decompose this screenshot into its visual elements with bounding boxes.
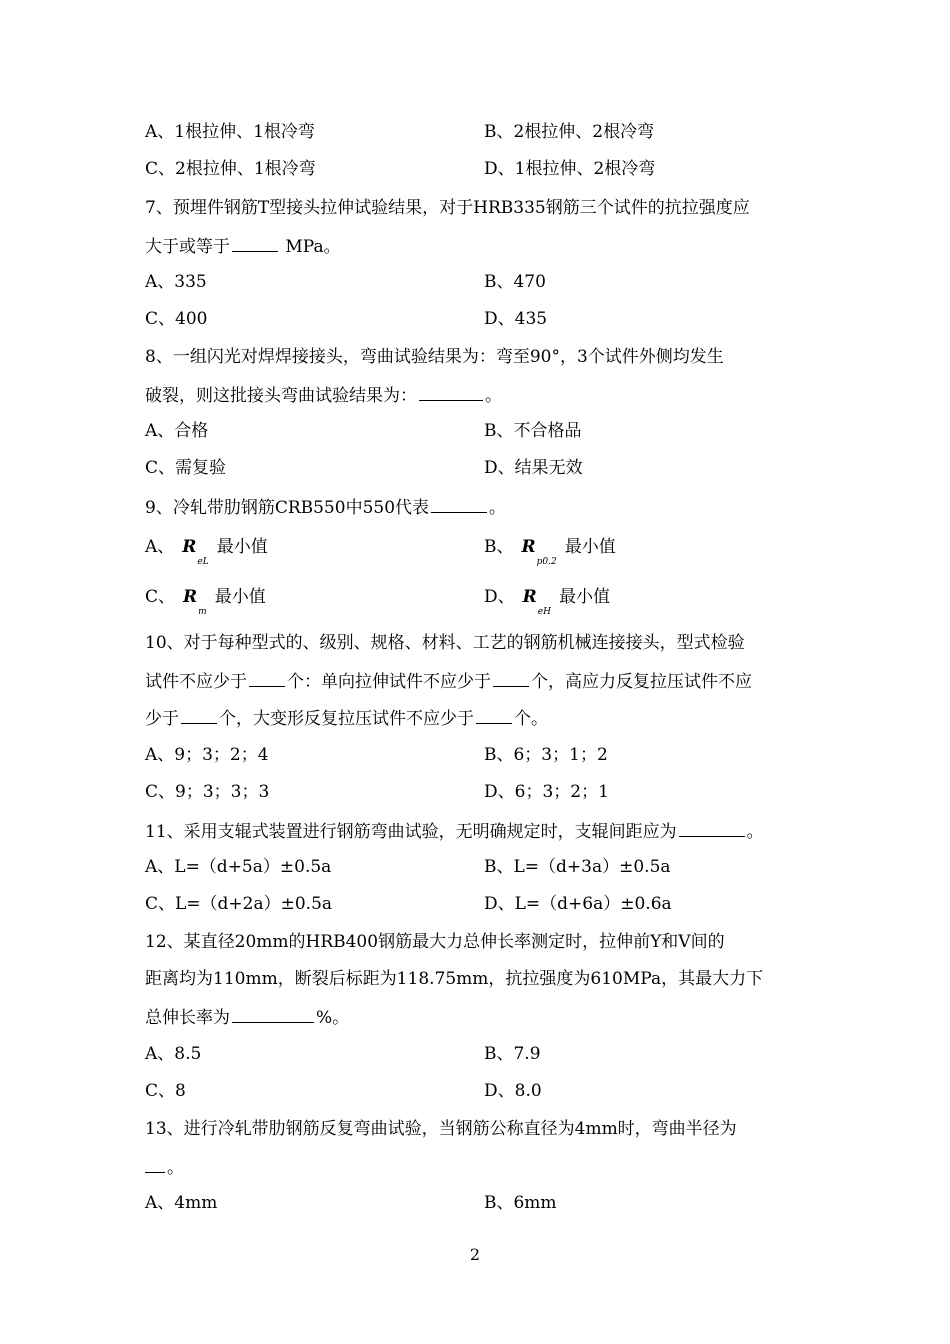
q10-option-b: B、6；3；1；2 [484,745,608,765]
q9-option-b-label: B、 [484,537,514,557]
q11-answer-blank [679,818,745,837]
q12-option-c: C、8 [145,1081,186,1101]
q9-option-c-text: 最小值 [214,587,266,607]
q10-answer-blank-4 [476,705,512,724]
q13-stem-line1: 13、进行冷轧带肋钢筋反复弯曲试验，当钢筋公称直径为4mm时，弯曲半径为 [145,1119,737,1139]
q10-answer-blank-2 [493,668,529,687]
q8-answer-blank [419,382,483,401]
q9-answer-blank [431,494,487,513]
q10-stem-text-c: 个，高应力反复拉压试件不应 [531,672,752,692]
q11-stem-text: 11、采用支辊式装置进行钢筋弯曲试验，无明确规定时，支辊间距应为 [145,822,677,842]
q10-stem-text-e: 个，大变形反复拉压试件不应少于 [219,709,474,729]
q12-answer-blank [232,1004,314,1023]
q10-stem-text-b: 个：单向拉伸试件不应少于 [287,672,491,692]
q10-stem-line3 [145,705,810,731]
q9-option-c-label: C、 [145,587,176,607]
q8-stem-line1: 8、一组闪光对焊焊接接头，弯曲试验结果为：弯至90°，3个试件外侧均发生 [145,347,724,367]
q10-option-a: A、9；3；2；4 [145,745,269,765]
q9-option-d-text: 最小值 [558,587,610,607]
q13-answer-blank [145,1154,165,1173]
q9-option-b [484,535,616,567]
q11-option-a: A、L=（d+5a）±0.5a [145,857,332,877]
q9-option-c-subscript: m [198,607,207,617]
q12-option-b: B、7.9 [484,1044,541,1064]
q12-option-a: A、8.5 [145,1044,202,1064]
q10-option-c: C、9；3；3；3 [145,782,270,802]
q9-stem-line1 [145,494,810,520]
q10-stem-text-f: 个。 [514,709,548,729]
q7-option-c: C、400 [145,309,208,329]
q7-option-a: A、335 [145,272,207,292]
q10-stem-line2 [145,668,810,694]
q9-option-c-symbol: R [183,587,198,607]
q9-option-a [145,535,268,567]
q9-option-a-symbol: R [182,537,197,557]
q10-stem-text-a: 试件不应少于 [145,672,247,692]
q8-option-a: A、合格 [145,421,209,441]
q7-option-d: D、435 [484,309,548,329]
q12-option-d: D、8.0 [484,1081,542,1101]
q11-option-d: D、L=（d+6a）±0.6a [484,894,672,914]
q7-stem-text: 大于或等于 [145,237,230,257]
q7-stem-unit: MPa。 [280,237,341,257]
q9-option-d-subscript: eH [537,607,551,617]
q11-option-b: B、L=（d+3a）±0.5a [484,857,671,877]
q7-stem-line2 [145,233,810,259]
q9-option-a-label: A、 [145,537,175,557]
q12-stem-line2: 距离均为110mm，断裂后标距为118.75mm，抗拉强度为610MPa，其最大力下 [145,969,764,989]
q9-stem-end: 。 [489,498,507,518]
q9-option-d-symbol: R [522,587,537,607]
q10-answer-blank-3 [181,705,217,724]
q9-option-d [484,585,610,617]
q9-option-b-subscript: p0.2 [536,557,557,567]
q12-stem-text: 总伸长率为 [145,1008,230,1028]
q6-option-a: A、1根拉伸、1根冷弯 [145,122,315,142]
q12-stem-end: %。 [316,1008,350,1028]
q8-option-c: C、需复验 [145,458,227,478]
q9-option-b-symbol: R [521,537,536,557]
q6-option-c: C、2根拉伸、1根冷弯 [145,159,316,179]
q13-option-a: A、4mm [145,1193,218,1213]
q9-option-a-subscript: eL [197,557,209,567]
page-number: 2 [469,1245,481,1264]
q10-option-d: D、6；3；2；1 [484,782,609,802]
q9-option-a-text: 最小值 [216,537,268,557]
q6-option-d: D、1根拉伸、2根冷弯 [484,159,656,179]
q9-stem-text: 9、冷轧带肋钢筋CRB550中550代表 [145,498,430,518]
q11-stem-line1 [145,818,810,844]
q12-stem-line3 [145,1004,810,1030]
q9-option-b-text: 最小值 [564,537,616,557]
q13-stem-line2 [145,1154,810,1180]
q11-stem-end: 。 [746,822,764,842]
q9-option-c [145,585,266,617]
q9-option-d-label: D、 [484,587,515,607]
q10-answer-blank-1 [249,668,285,687]
q12-stem-line1: 12、某直径20mm的HRB400钢筋最大力总伸长率测定时，拉伸前Y和V间的 [145,932,725,952]
q8-stem-line2 [145,382,810,408]
q13-stem-end: 。 [167,1158,184,1178]
q6-option-b: B、2根拉伸、2根冷弯 [484,122,655,142]
q8-option-b: B、不合格品 [484,421,582,441]
q8-stem-text: 破裂，则这批接头弯曲试验结果为： [145,386,417,406]
q7-stem-line1: 7、预埋件钢筋T型接头拉伸试验结果，对于HRB335钢筋三个试件的抗拉强度应 [145,198,750,218]
q8-option-d: D、结果无效 [484,458,583,478]
q7-answer-blank [232,233,278,252]
q10-stem-line1: 10、对于每种型式的、级别、规格、材料、工艺的钢筋机械连接接头，型式检验 [145,633,745,653]
q11-option-c: C、L=（d+2a）±0.5a [145,894,333,914]
q13-option-b: B、6mm [484,1193,557,1213]
q7-option-b: B、470 [484,272,546,292]
q8-stem-end: 。 [485,386,502,406]
q10-stem-text-d: 少于 [145,709,179,729]
